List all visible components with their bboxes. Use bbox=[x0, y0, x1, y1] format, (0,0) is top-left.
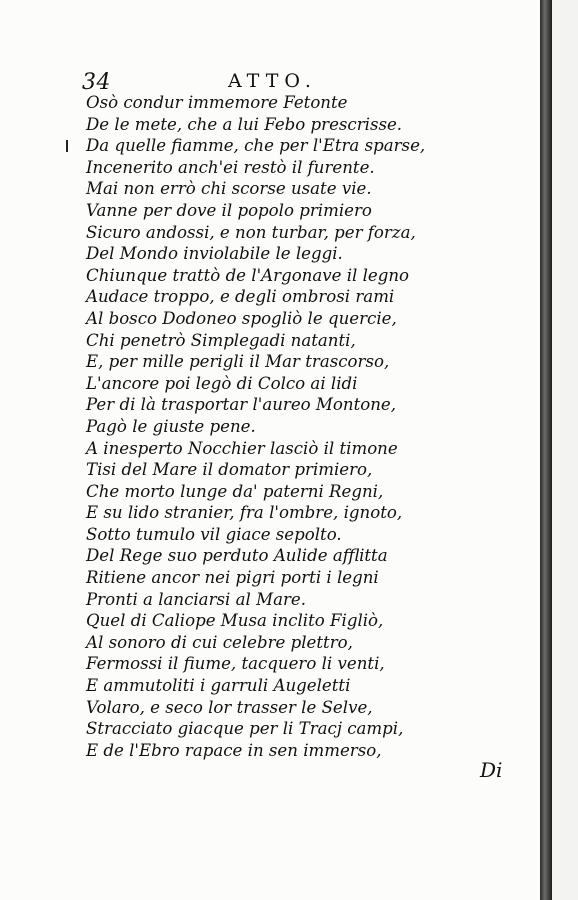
poem-line: Sicuro andossi, e non turbar, per forza, bbox=[86, 222, 416, 242]
running-head: ATTO. bbox=[228, 70, 317, 92]
poem-line: L'ancore poi legò di Colco ai lidi bbox=[86, 373, 358, 393]
poem-line: Quel di Caliope Musa inclito Figliò, bbox=[86, 611, 384, 631]
poem-line: E, per mille perigli il Mar trascorso, bbox=[86, 352, 390, 372]
poem-line: Sotto tumulo vil giace sepolto. bbox=[86, 524, 342, 544]
poem-line: Mai non errò chi scorse usate vie. bbox=[86, 179, 372, 199]
poem-line: Incenerito anch'ei restò il furente. bbox=[86, 157, 375, 177]
poem-line: Volaro, e seco lor trasser le Selve, bbox=[86, 697, 373, 717]
poem-line: Al bosco Dodoneo spogliò le quercie, bbox=[86, 308, 397, 328]
poem-line: A inesperto Nocchier lasciò il timone bbox=[86, 438, 398, 458]
poem-line: Stracciato giacque per li Tracj campi, bbox=[86, 719, 404, 739]
poem-line: Pronti a lanciarsi al Mare. bbox=[86, 589, 306, 609]
poem-line: Fermossi il fiume, tacquero li venti, bbox=[86, 654, 385, 674]
poem-line: Per di là trasportar l'aureo Montone, bbox=[86, 395, 397, 415]
poem-line: Da quelle fiamme, che per l'Etra sparse, bbox=[86, 136, 426, 156]
book-gutter-edge bbox=[540, 0, 552, 900]
margin-mark bbox=[66, 140, 68, 152]
poem-line: Al sonoro di cui celebre plettro, bbox=[86, 632, 353, 652]
poem-line: E ammutoliti i garruli Augeletti bbox=[86, 676, 351, 696]
poem-line: Che morto lunge da' paterni Regni, bbox=[86, 481, 384, 501]
poem-line: Audace troppo, e degli ombrosi rami bbox=[86, 287, 395, 307]
page-number: 34 bbox=[82, 70, 111, 95]
poem-line: Tisi del Mare il domator primiero, bbox=[86, 460, 373, 480]
poem-line: Chiunque trattò de l'Argonave il legno bbox=[86, 265, 410, 285]
poem-line: Pagò le giuste pene. bbox=[86, 416, 256, 436]
poem-line: Ritiene ancor nei pigri porti i legni bbox=[86, 568, 379, 588]
poem-line: Chi penetrò Simplegadi natanti, bbox=[86, 330, 356, 350]
poem-text bbox=[86, 92, 536, 761]
catchword: Di bbox=[480, 758, 503, 782]
facing-page-edge bbox=[552, 0, 578, 900]
poem-line: Osò condur immemore Fetonte bbox=[86, 93, 348, 112]
poem-line: E de l'Ebro rapace in sen immerso, bbox=[86, 740, 382, 760]
poem-line: Del Mondo inviolabile le leggi. bbox=[86, 244, 343, 264]
poem-line: Del Rege suo perduto Aulide afflitta bbox=[86, 546, 388, 566]
poem-line: Vanne per dove il popolo primiero bbox=[86, 200, 372, 220]
poem-line: De le mete, che a lui Febo prescrisse. bbox=[86, 114, 403, 134]
poem-line: E su lido stranier, fra l'ombre, ignoto, bbox=[86, 503, 403, 523]
